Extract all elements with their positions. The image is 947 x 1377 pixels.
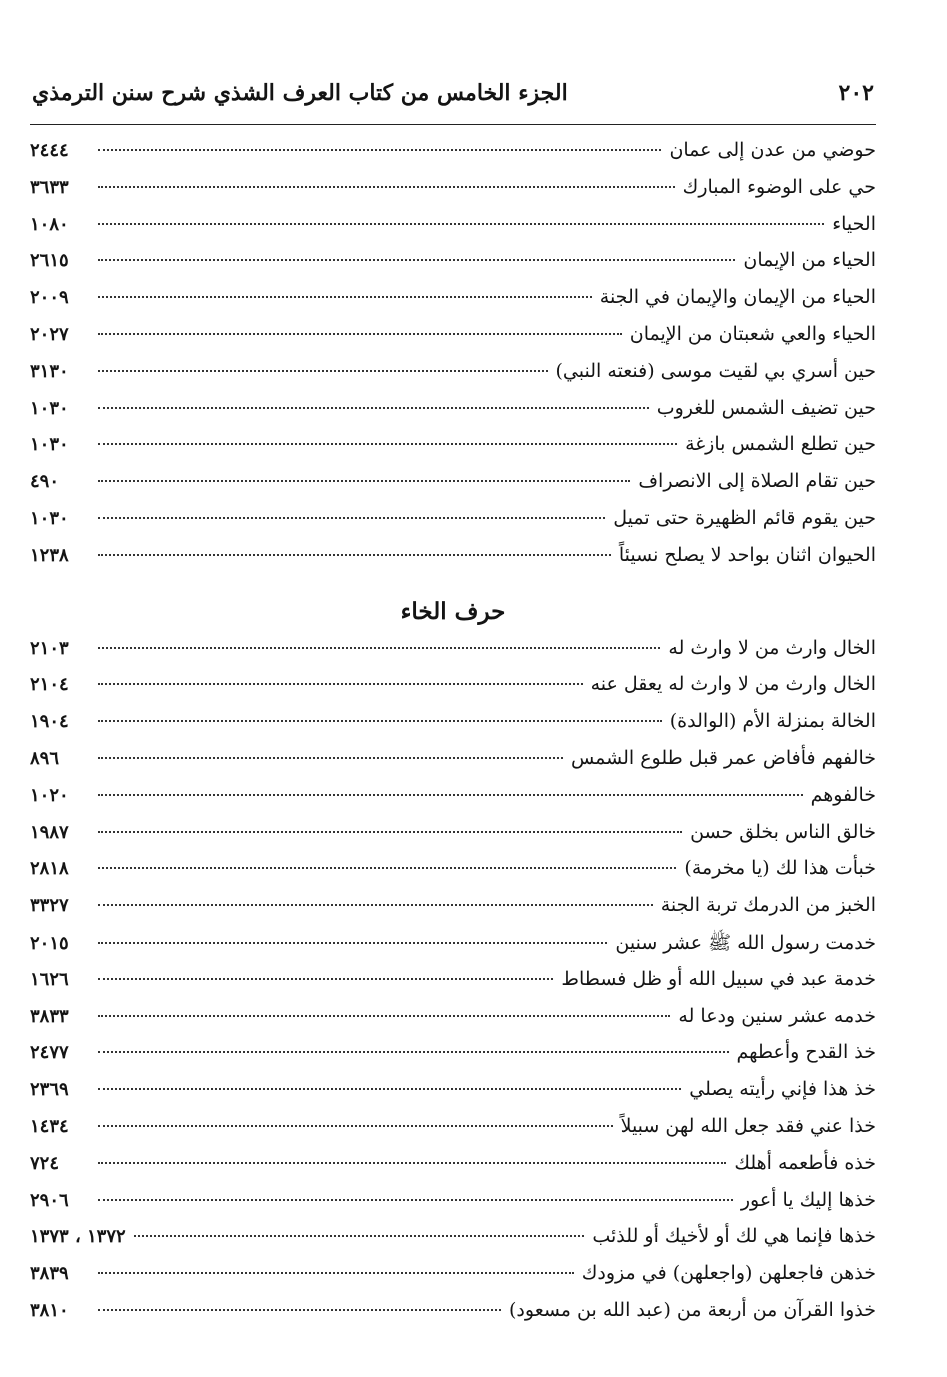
entry-reference-number: ١٤٣٤ [30,1115,69,1137]
dot-leader [98,757,563,759]
section-heading: حرف الخاء [400,597,506,625]
entry-phrase: خالق الناس بخلق حسن [690,820,876,843]
entry-reference-number: ١٠٢٠ [30,784,69,806]
entry-reference-number: ١٩٠٤ [30,711,69,733]
entry-phrase: الحيوان اثنان بواحد لا يصلح نسيئاً [618,543,876,566]
entry-reference-number: ٣٨٣٩ [30,1263,69,1285]
entry-reference-number: ٢٨١٨ [30,858,69,880]
dot-leader [98,517,605,519]
entry-reference-number: ١٠٣٠ [30,434,69,456]
entry-phrase: الخبز من الدرمك تربة الجنة [660,894,876,917]
index-entry [30,857,876,894]
index-entry [30,176,876,213]
index-entry [30,747,876,784]
entry-phrase: الحياء [832,212,876,235]
dot-leader [98,480,630,482]
entry-reference-number: ٢٦١٥ [30,250,69,272]
index-entry [30,931,876,968]
dot-leader [98,867,676,869]
entry-phrase: حين أسري بي لقيت موسى (فنعته النبي) [555,359,876,382]
entry-reference-number: ٧٢٤ [30,1152,60,1174]
entry-phrase: خذوا القرآن من أربعة من (عبد الله بن مسعود) [509,1298,876,1321]
entry-reference-number: ٣٨٣٣ [30,1005,69,1027]
index-entry [30,1189,876,1226]
index-entry [30,1078,876,1115]
index-entry [30,213,876,250]
dot-leader [98,296,592,298]
entry-reference-number: ٨٩٦ [30,747,60,769]
dot-leader [98,683,583,685]
dot-leader [98,1309,501,1311]
index-entry [30,397,876,434]
entry-phrase: خدمه عشر سنين ودعا له [678,1004,876,1027]
dot-leader [98,149,661,151]
entry-phrase: خالفوهم [810,783,876,806]
index-list-ha [30,139,876,581]
index-entry [30,1262,876,1299]
entry-phrase: خذها إليك يا أعور [740,1188,876,1211]
page-number: ٢٠٢ [838,80,874,106]
entry-reference-number: ٢٠٢٧ [30,323,69,345]
entry-reference-number: ١٦٢٦ [30,968,69,990]
dot-leader [98,647,660,649]
dot-leader [134,1235,585,1237]
dot-leader [98,407,649,409]
entry-phrase: حوضي من عدن إلى عمان [669,139,876,161]
index-entry [30,544,876,581]
entry-phrase: خذها فإنما هي لك أو لأخيك أو للذئب [592,1225,876,1248]
entry-reference-number: ٢١٠٤ [30,674,69,696]
entry-reference-number: ١٢٣٨ [30,544,69,566]
index-entry [30,1005,876,1042]
entry-reference-number: ١٠٨٠ [30,213,69,235]
entry-phrase: خبأت هذا لك (يا مخرمة) [684,857,876,880]
index-entry [30,286,876,323]
index-entry [30,323,876,360]
index-entry [30,1041,876,1078]
entry-phrase: حين تطلع الشمس بازغة [685,433,876,456]
entry-reference-number: ٢٠٠٩ [30,287,69,309]
entry-reference-number: ٢٤٤٤ [30,140,69,161]
entry-reference-number: ٣٨١٠ [30,1299,69,1321]
dot-leader [98,186,675,188]
index-entry [30,637,876,674]
index-entry [30,249,876,286]
dot-leader [98,554,611,556]
index-entry [30,433,876,470]
dot-leader [98,333,622,335]
index-list-kha [30,637,876,1336]
entry-reference-number: ٢٣٦٩ [30,1079,69,1101]
entry-phrase: الخال وارث من لا وارث له يعقل عنه [590,673,876,696]
dot-leader [98,1272,574,1274]
entry-phrase: خالفهم فأفاض عمر قبل طلوع الشمس [570,746,876,769]
entry-phrase: خذ هذا فإني رأيته يصلي [689,1078,876,1101]
index-entry [30,1115,876,1152]
entry-reference-number: ٢٠١٥ [30,932,69,954]
dot-leader [98,942,607,944]
entry-phrase: حين يقوم قائم الظهيرة حتى تميل [613,506,876,529]
entry-phrase: خذا عني فقد جعل الله لهن سبيلاً [620,1114,876,1137]
entry-reference-number: ٣١٣٠ [30,360,69,382]
dot-leader [98,370,548,372]
entry-reference-number: ٢١٠٣ [30,637,69,659]
dot-leader [98,904,653,906]
dot-leader [98,223,824,225]
entry-phrase: الحياء من الإيمان والإيمان في الجنة [599,286,876,309]
entry-phrase: الخالة بمنزلة الأم (الوالدة) [669,710,876,733]
dot-leader [98,443,677,445]
index-entry [30,710,876,747]
dot-leader [98,720,662,722]
entry-reference-number: ٣٦٣٣ [30,176,69,198]
entry-reference-number: ١٠٣٠ [30,507,69,529]
entry-phrase: حين تضيف الشمس للغروب [656,396,876,419]
entry-phrase: الخال وارث من لا وارث له [668,636,876,659]
index-entry [30,968,876,1005]
dot-leader [98,1162,726,1164]
entry-reference-number: ٤٩٠ [30,471,60,493]
index-entry [30,1152,876,1189]
entry-reference-number: ١٣٧٢ ، ١٣٧٣ [30,1226,126,1248]
dot-leader [98,1088,681,1090]
entry-phrase: الحياء من الإيمان [743,249,876,272]
book-title: الجزء الخامس من كتاب العرف الشذي شرح سنن الترمذي [32,80,568,106]
entry-phrase: الحياء والعي شعبتان من الإيمان [629,322,876,345]
entry-reference-number: ١٩٨٧ [30,821,69,843]
dot-leader [98,1199,733,1201]
index-entry [30,139,876,176]
dot-leader [98,978,553,980]
page-header [30,80,876,125]
index-entry [30,894,876,931]
index-entry [30,1225,876,1262]
index-entry [30,1299,876,1336]
entry-reference-number: ٣٣٢٧ [30,895,69,917]
index-entry [30,673,876,710]
dot-leader [98,1015,670,1017]
entry-phrase: حي على الوضوء المبارك [682,175,876,198]
entry-reference-number: ١٠٣٠ [30,397,69,419]
entry-phrase: خذه فأطعمه أهلك [734,1151,876,1174]
entry-phrase: خذهن فاجعلهن (واجعلهن) في مزودك [581,1262,876,1285]
dot-leader [98,1125,613,1127]
entry-phrase: حين تقام الصلاة إلى الانصراف [638,470,876,493]
index-page [30,80,876,1336]
entry-reference-number: ٢٤٧٧ [30,1042,69,1064]
index-entry [30,470,876,507]
entry-reference-number: ٢٩٠٦ [30,1189,69,1211]
entry-phrase: خدمت رسول الله ﷺ عشر سنين [615,931,876,954]
entry-phrase: خذ القدح وأعطهم [736,1041,876,1064]
dot-leader [98,831,682,833]
entry-phrase: خدمة عبد في سبيل الله أو ظل فسطاط [561,967,876,990]
index-entry [30,784,876,821]
dot-leader [98,794,803,796]
index-entry [30,507,876,544]
index-entry [30,821,876,858]
dot-leader [98,1051,729,1053]
dot-leader [98,259,735,261]
index-entry [30,360,876,397]
